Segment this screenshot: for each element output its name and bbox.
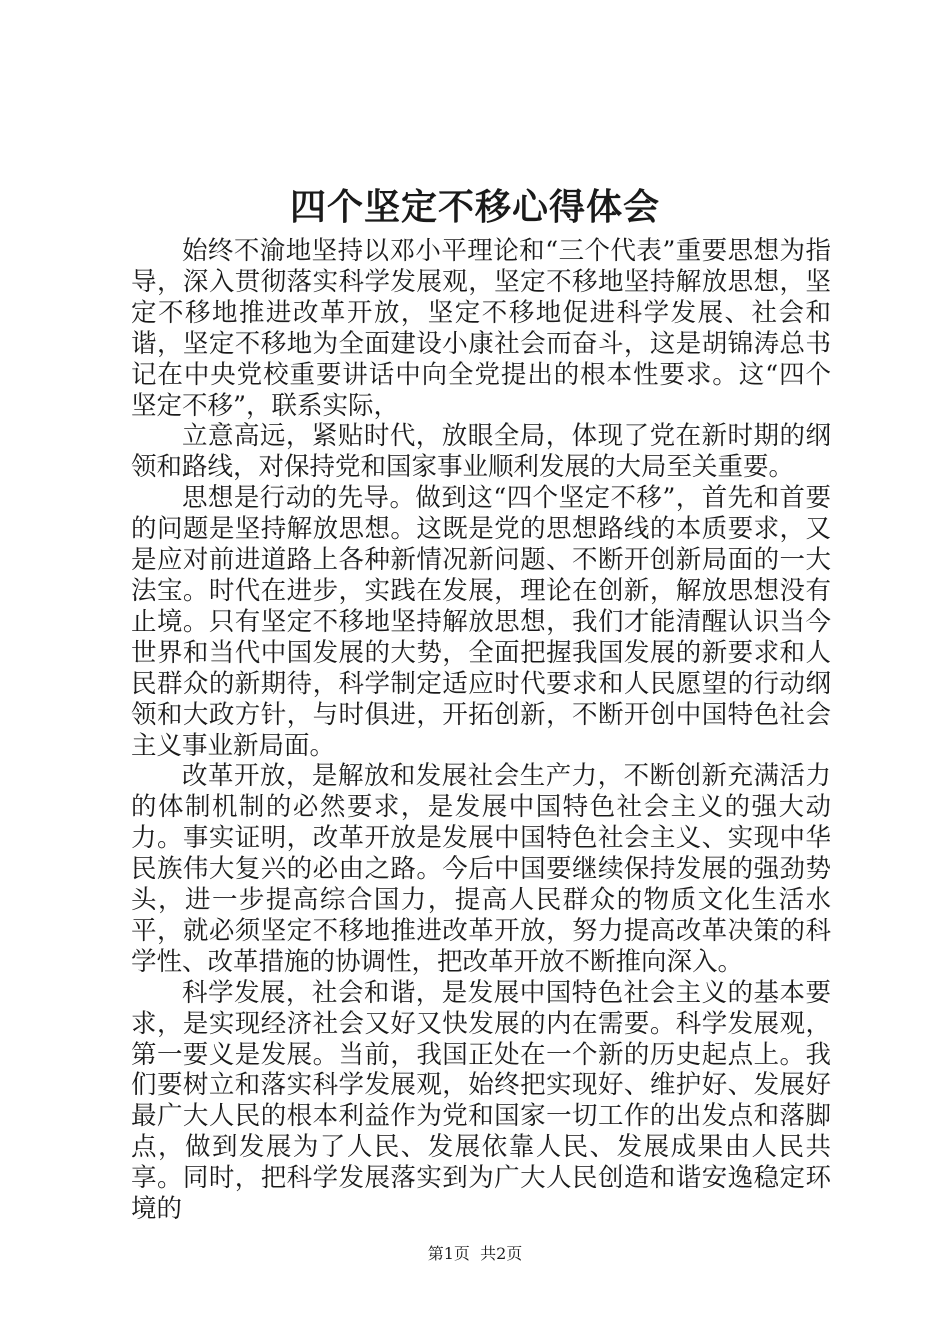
paragraph: 改革开放，是解放和发展社会生产力，不断创新充满活力的体制机制的必然要求，是发展中国特色社会主义的强大动力。事实证明，改革开放是发展中国特色社会主义、实现中华民族伟大复兴的必由之路。今后中国要继续保持发展的强劲势头，进一步提高综合国力，提高人民群众的物质文化生活水平，就必须坚定不移地推进改革开放，努力提高改革决策的科学性、改革措施的协调性，把改革开放不断推向深入。 <box>131 761 831 977</box>
paragraph: 思想是行动的先导。做到这“四个坚定不移”，首先和首要的问题是坚持解放思想。这既是党的思想路线的本质要求，又是应对前进道路上各种新情况新问题、不断开创新局面的一大法宝。时代在进步，实践在发展，理论在创新，解放思想没有止境。只有坚定不移地坚持解放思想，我们才能清醒认识当今世界和当代中国发展的大势，全面把握我国发展的新要求和人民群众的新期待，科学制定适应时代要求和人民愿望的行动纲领和大政方针，与时俱进，开拓创新，不断开创中国特色社会主义事业新局面。 <box>131 483 831 761</box>
document-title: 四个坚定不移心得体会 <box>289 186 660 228</box>
document-body <box>131 236 831 1225</box>
paragraph: 始终不渝地坚持以邓小平理论和“三个代表”重要思想为指导，深入贯彻落实科学发展观，坚定不移地坚持解放思想，坚定不移地推进改革开放，坚定不移地促进科学发展、社会和谐，坚定不移地为全面建设小康社会而奋斗，这是胡锦涛总书记在中央党校重要讲话中向全党提出的根本性要求。这“四个坚定不移”，联系实际， <box>131 236 831 421</box>
paragraph: 立意高远，紧贴时代，放眼全局，体现了党在新时期的纲领和路线，对保持党和国家事业顺利发展的大局至关重要。 <box>131 421 831 483</box>
page-number: 第1页 共2页 <box>427 1244 523 1263</box>
paragraph: 科学发展，社会和谐，是发展中国特色社会主义的基本要求，是实现经济社会又好又快发展的内在需要。科学发展观，第一要义是发展。当前，我国正处在一个新的历史起点上。我们要树立和落实科学发展观，始终把实现好、维护好、发展好最广大人民的根本利益作为党和国家一切工作的出发点和落脚点，做到发展为了人民、发展依靠人民、发展成果由人民共享。同时，把科学发展落实到为广大人民创造和谐安逸稳定环境的 <box>131 977 831 1225</box>
page-footer <box>0 1244 950 1264</box>
